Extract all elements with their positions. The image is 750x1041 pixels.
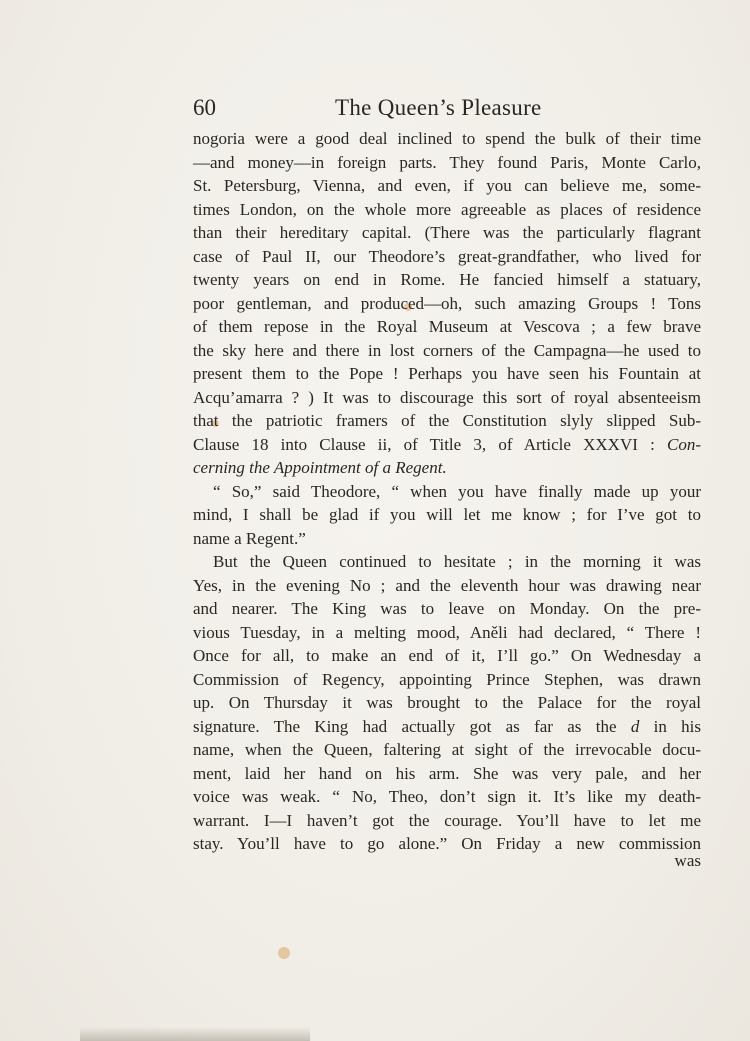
text-line (193, 245, 701, 269)
catchword: was (674, 851, 701, 870)
text-run: times London, on the whole more agreeable as places of residence (193, 199, 701, 219)
italic-text-run: Con- (667, 434, 702, 454)
text-line (193, 762, 701, 786)
text-run: But the Queen continued to hesitate ; in the morning it was (213, 552, 701, 571)
foxing-spot (278, 947, 290, 959)
text-line (193, 221, 701, 245)
text-line (193, 691, 701, 715)
text-run: twenty years on end in Rome. He fancied himself a statuary, (193, 270, 701, 289)
text-line (193, 738, 701, 762)
text-line (193, 127, 701, 151)
text-run: Commission of Regency, appointing Prince Stephen, was drawn (193, 669, 701, 689)
text-run: Yes, in the evening No ; and the eleventh hour was drawing near (193, 575, 701, 595)
running-header (193, 93, 701, 125)
text-run: Once for all, to make an end of it, I’ll go.” On Wednesday a (193, 646, 701, 665)
text-run: present them to the Pope ! Perhaps you have seen his Fountain at (193, 364, 701, 383)
text-run: mind, I shall be glad if you will let me know ; for I’ve got to (193, 505, 701, 524)
page-number: 60 (193, 95, 216, 120)
text-run: voice was weak. “ No, Theo, don’t sign it. It’s like my death- (193, 787, 701, 806)
text-line (193, 809, 701, 833)
text-line (193, 151, 701, 175)
text-line (193, 409, 701, 433)
text-run: ment, laid her hand on his arm. She was very pale, and her (193, 763, 701, 783)
text-line (193, 621, 701, 645)
italic-text-run: d (630, 716, 640, 736)
text-line (193, 362, 701, 386)
text-run: stay. You’ll have to go alone.” On Friday a new commission (193, 834, 701, 853)
text-line (193, 715, 701, 739)
text-line (193, 550, 701, 574)
text-line (193, 785, 701, 809)
text-line (193, 198, 701, 222)
text-line (193, 480, 701, 504)
text-run: Acqu’amarra ? ) It was to discourage this sort of royal absenteeism (193, 387, 701, 407)
text-line (193, 339, 701, 363)
text-line (193, 527, 701, 551)
text-run: nogoria were a good deal inclined to spend the bulk of their time (193, 129, 701, 148)
text-line (193, 574, 701, 598)
text-run: the sky here and there in lost corners of the Campagna—he used to (193, 340, 701, 360)
text-line (193, 292, 701, 316)
paragraph (193, 480, 701, 551)
paragraph (193, 550, 701, 856)
text-line (193, 433, 701, 457)
text-run: St. Petersburg, Vienna, and even, if you can believe me, some- (193, 176, 701, 195)
text-run: up. On Thursday it was brought to the Palace for the royal (193, 693, 701, 712)
text-run: signature. The King had actually got as far as the (193, 716, 617, 736)
text-run: of them repose in the Royal Museum at Vescova ; a few brave (193, 317, 701, 336)
running-title: The Queen’s Pleasure (335, 95, 542, 120)
text-line (193, 386, 701, 410)
text-line (193, 597, 701, 621)
catchword-block (193, 846, 701, 873)
text-line (193, 315, 701, 339)
text-run: warrant. I—I haven’t got the courage. You’ll have to let me (193, 810, 701, 830)
page-edge-shadow (80, 1027, 310, 1041)
text-line (193, 503, 701, 527)
text-run: name, when the Queen, faltering at sight of the irrevocable docu- (193, 740, 701, 759)
text-run: poor gentleman, and produced—oh, such amazing Groups ! Tons (193, 293, 701, 313)
text-run: vious Tuesday, in a melting mood, Aněli had declared, “ There ! (193, 622, 701, 642)
text-run: that the patriotic framers of the Constitution slyly slipped Sub- (193, 411, 701, 430)
text-run: case of Paul II, our Theodore’s great-grandfather, who lived for (193, 246, 701, 266)
text-line (193, 644, 701, 668)
text-line (193, 174, 701, 198)
text-line (193, 456, 701, 480)
text-run: than their hereditary capital. (There was the particularly flagrant (193, 223, 701, 242)
text-line (193, 268, 701, 292)
italic-text-run: cerning the Appointment of a Regent. (193, 458, 447, 477)
text-line (193, 668, 701, 692)
body-text (193, 127, 701, 856)
text-run: name a Regent.” (193, 528, 306, 548)
text-run: in his (653, 716, 701, 736)
text-run: —and money—in foreign parts. They found Paris, Monte Carlo, (193, 152, 701, 172)
paragraph (193, 127, 701, 480)
text-run: “ So,” said Theodore, “ when you have finally made up your (213, 481, 701, 501)
text-run: Clause 18 into Clause ii, of Title 3, of Article XXXVI : (193, 434, 655, 454)
text-run: and nearer. The King was to leave on Monday. On the pre- (193, 599, 701, 618)
